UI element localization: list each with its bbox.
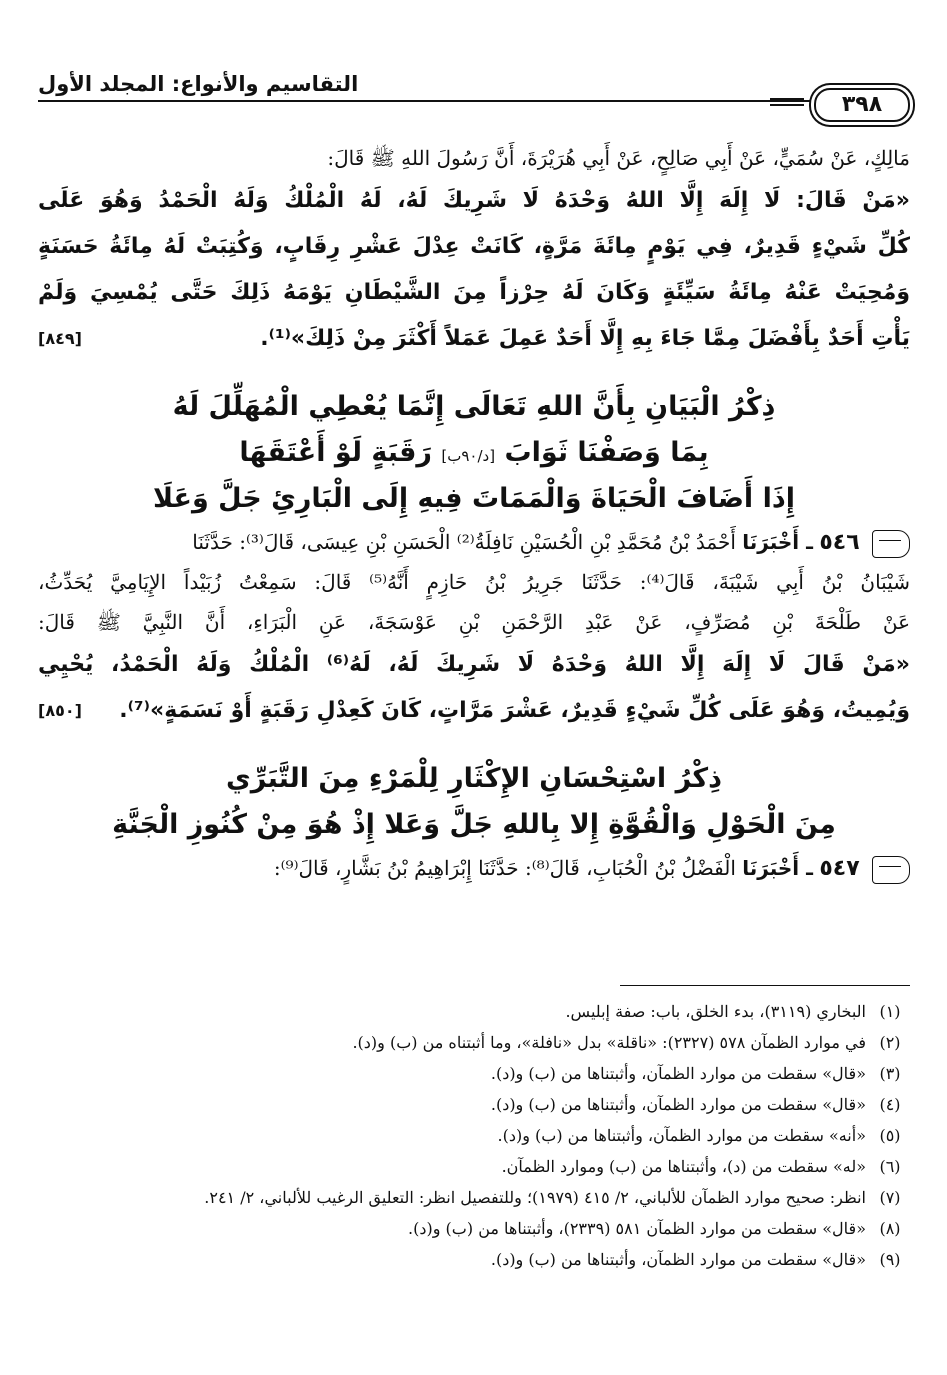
heading-line: مِنَ الْحَوْلِ وَالْقُوَّةِ إِلا بِاللهِ جَلَّ وَعَلا إِذْ هُوَ مِنْ كُنُوزِ الْجَنَّةِ <box>112 809 836 840</box>
manuscript-ref: [د/٩٠ب] <box>441 447 496 465</box>
hadith-line-text: وَيُمِيتُ، وَهُوَ عَلَى كُلِّ شَيْءٍ قَدِيرٌ، عَشْرَ مَرَّاتٍ، كَانَ كَعِدْلِ رَقَبَةٍ أَوْ نَسَمَةٍ»⁽⁷⁾. <box>119 698 910 723</box>
book-page <box>38 60 910 1269</box>
footnote-number: (٦) <box>879 1157 901 1176</box>
footnote-text: «أنه» سقطت من موارد الظمآن، وأثبتناها من (ب) و(د). <box>497 1126 866 1145</box>
heading-line: ذِكْرُ اسْتِحْسَانِ الإِكْثَارِ لِلْمَرْءِ مِنَ التَّبَرِّي <box>226 763 722 794</box>
footnote <box>38 1091 910 1122</box>
page-number: ٣٩٨ <box>814 88 910 122</box>
section-heading-2 <box>38 756 910 848</box>
footnote-separator <box>620 985 910 986</box>
footnote-number: (٧) <box>879 1188 901 1207</box>
report-line <box>38 522 910 562</box>
report-line <box>38 848 910 888</box>
narrator-chain: مَالِكٍ، عَنْ سُمَيٍّ، عَنْ أَبِي صَالِحٍ، عَنْ أَبِي هُرَيْرَةَ، أَنَّ رَسُولَ اللهِ ﷺ قَالَ: <box>327 146 910 170</box>
footnote <box>38 1246 910 1277</box>
running-title: التقاسيم والأنواع: المجلد الأول <box>38 72 359 96</box>
hadith-line: كُلِّ شَيْءٍ قَدِيرٌ، فِي يَوْمٍ مِائَةَ مَرَّةٍ، كَانَتْ عِدْلَ عَشْرِ رِقَابٍ، وَكُتِبَتْ لَهُ مِائَةُ حَسَنَةٍ <box>38 234 910 259</box>
footnote <box>38 1122 910 1153</box>
report-line: شَيْبَانُ بْنُ أَبِي شَيْبَةَ، قَالَ⁽⁴⁾: حَدَّثَنَا جَرِيرُ بْنُ حَازِمٍ أَنَّهُ⁽⁵⁾ قَالَ: سَمِعْتُ زُبَيْداً الإِيَامِيَّ يُحَدِّثُ، <box>38 570 910 594</box>
report-line: عَنْ طَلْحَةَ بْنِ مُصَرِّفٍ، عَنْ عَبْدِ الرَّحْمَنِ بْنِ عَوْسَجَةَ، عَنِ الْبَرَاءِ، أَنَّ النَّبِيَّ ﷺ قَالَ: <box>38 610 910 634</box>
header-rule-side-upper <box>770 98 804 100</box>
footnote-number: (٢) <box>879 1033 901 1052</box>
report-number: ٥٤٦ <box>819 530 860 555</box>
heading-text: رَقَبَةٍ لَوْ أَعْتَقَهَا <box>239 437 432 468</box>
footnote-text: «قال» سقطت من موارد الظمآن، وأثبتناها من (ب) و(د). <box>490 1095 866 1114</box>
header-rule-side-lower <box>770 104 804 106</box>
footnote-text: «قال» سقطت من موارد الظمآن، وأثبتناها من (ب) و(د). <box>490 1250 866 1269</box>
hadith-badge-icon <box>872 856 910 884</box>
report-text: أَحْمَدُ بْنُ مُحَمَّدِ بْنِ الْحُسَيْنِ نَافِلَةُ⁽²⁾ الْحَسَنِ بْنِ عِيسَى، قَالَ⁽³⁾: حَدَّثَنَا <box>192 530 736 554</box>
hadith-849 <box>38 178 910 362</box>
footnote <box>38 1215 910 1246</box>
report-text: الْفَضْلُ بْنُ الْحُبَابِ، قَالَ⁽⁸⁾: حَدَّثَنَا إِبْرَاهِيمُ بْنُ بَشَّارٍ، قَالَ⁽⁹⁾: <box>273 856 736 880</box>
hadith-line-last <box>38 316 910 362</box>
heading-line: إِذَا أَضَافَ الْحَيَاةَ وَالْمَمَاتَ فِيهِ إِلَى الْبَارِئِ جَلَّ وَعَلَا <box>153 483 795 514</box>
report-546 <box>38 522 910 734</box>
footnote <box>38 1029 910 1060</box>
section-heading-1 <box>38 384 910 522</box>
hadith-line-text: يَأْتِ أَحَدٌ بِأَفْضَلَ مِمَّا جَاءَ بِهِ إِلَّا أَحَدٌ عَمِلَ عَمَلاً أَكْثَرَ مِنْ ذَلِكَ»⁽¹⁾. <box>260 326 910 351</box>
footnote-text: انظر: صحيح موارد الظمآن للألباني، ٢/ ٤١٥ (١٩٧٩)؛ وللتفصيل انظر: التعليق الرغيب للألباني، ٢/ ٢٤١. <box>204 1188 866 1207</box>
footnote <box>38 1060 910 1091</box>
page-header <box>38 60 910 124</box>
footnote-number: (٩) <box>879 1250 901 1269</box>
footnote-number: (٨) <box>879 1219 901 1238</box>
hadith-number: [٨٤٩] <box>38 329 82 348</box>
hadith-line: «مَنْ قَالَ: لَا إِلَهَ إِلَّا اللهُ وَحْدَهُ لَا شَرِيكَ لَهُ، لَهُ الْمُلْكُ وَلَهُ الْحَمْدُ وَهُوَ عَلَى <box>38 188 910 213</box>
footnote-text: في موارد الظمآن ٥٧٨ (٢٣٢٧): «ناقلة» بدل «نافلة»، وما أثبتناه من (ب) و(د). <box>352 1033 866 1052</box>
hadith-line: وَمُحِيَتْ عَنْهُ مِائَةُ سَيِّئَةٍ وَكَانَ لَهُ حِرْزاً مِنَ الشَّيْطَانِ يَوْمَهُ ذَلِكَ حَتَّى يُمْسِيَ وَلَمْ <box>38 280 910 305</box>
footnote-number: (٣) <box>879 1064 901 1083</box>
footnote-number: (١) <box>879 1002 901 1021</box>
footnote-text: البخاري (٣١١٩)، بدء الخلق، باب: صفة إبليس. <box>565 1002 866 1021</box>
hadith-line-last <box>38 688 910 734</box>
footnote-text: «قال» سقطت من موارد الظمآن ٥٨١ (٢٣٣٩)، وأثبتناها من (ب) و(د). <box>408 1219 866 1238</box>
footnote-number: (٤) <box>879 1095 901 1114</box>
footnote <box>38 1153 910 1184</box>
akhbarana-word: ـ أَخْبَرَنَا <box>742 856 813 880</box>
akhbarana-word: ـ أَخْبَرَنَا <box>742 530 813 554</box>
report-number: ٥٤٧ <box>819 856 860 881</box>
footnote-number: (٥) <box>879 1126 901 1145</box>
hadith-badge-icon <box>872 530 910 558</box>
heading-text: بِمَا وَصَفْنَا ثَوَابَ <box>504 437 709 468</box>
footnotes <box>38 998 910 1277</box>
hadith-number: [٨٥٠] <box>38 701 82 720</box>
footnote-text: «قال» سقطت من موارد الظمآن، وأثبتناها من (ب) و(د). <box>490 1064 866 1083</box>
header-rule <box>38 100 910 102</box>
report-547 <box>38 848 910 888</box>
footnote <box>38 1184 910 1215</box>
heading-line: ذِكْرُ الْبَيَانِ بِأَنَّ اللهِ تَعَالَى إِنَّمَا يُعْطِي الْمُهَلِّلَ لَهُ <box>172 391 776 422</box>
hadith-line: «مَنْ قَالَ لَا إِلَهَ إِلَّا اللهُ وَحْدَهُ لَا شَرِيكَ لَهُ، لَهُ⁽⁶⁾ الْمُلْكُ وَلَهُ الْحَمْدُ، يُحْيِي <box>38 652 910 677</box>
footnote-text: «له» سقطت من (د)، وأثبتناها من (ب) وموارد الظمآن. <box>501 1157 866 1176</box>
heading-line <box>38 430 910 476</box>
footnote <box>38 998 910 1029</box>
